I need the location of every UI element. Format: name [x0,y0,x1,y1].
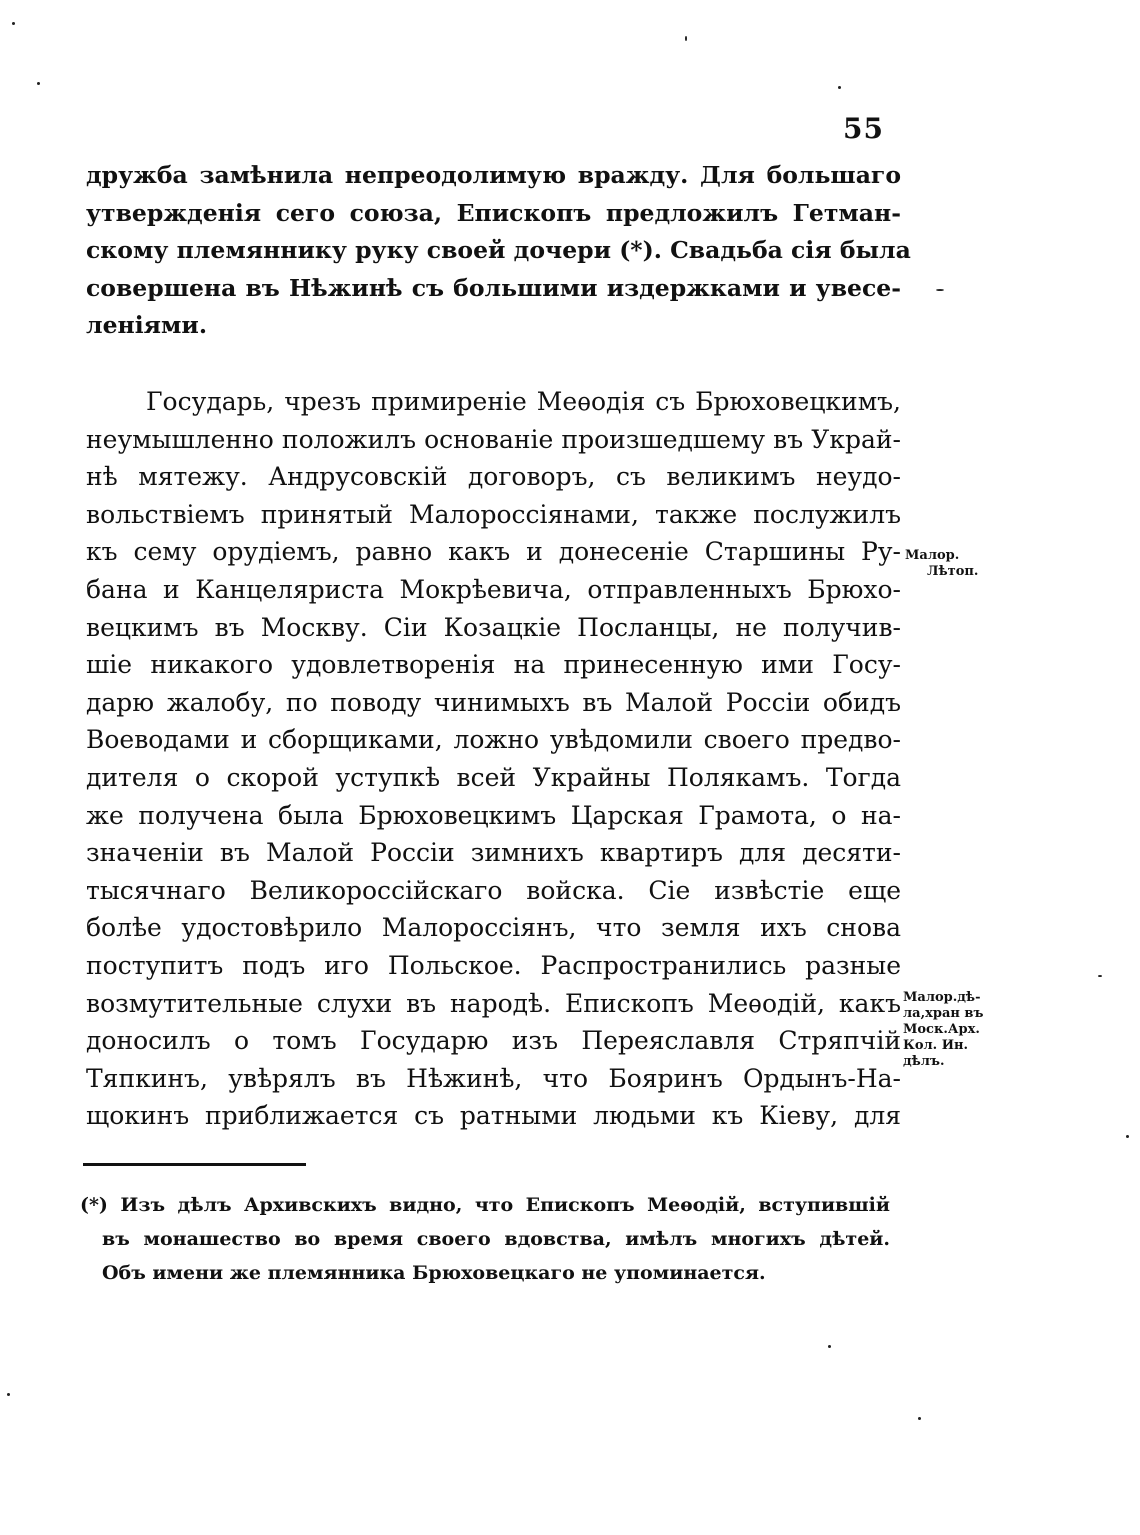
footnote-line: (*) Изъ дѣлъ Архивскихъ видно, что Епископъ Меѳодій, вступившій [80,1194,890,1216]
text-line: же получена была Брюховецкимъ Царская Грамота, о на- [86,800,901,830]
text-line: щокинъ приближается съ ратными людьми къ Кіеву, для [86,1101,901,1131]
text-line: значеніи въ Малой Россіи зимнихъ квартиръ для десяти- [86,838,901,868]
scan-speck [37,82,40,85]
margin-note-line: Моск.Арх. [903,1022,980,1037]
margin-note-line: ла,хран въ [903,1006,984,1021]
text-line: поступитъ подъ иго Польское. Распространились разные [86,950,901,980]
text-line: къ сему орудіемъ, равно какъ и донесеніе Старшины Ру- [86,537,901,567]
scan-speck [838,86,841,89]
margin-note-line: Малор. [905,548,960,563]
margin-note-1 [905,548,978,580]
scan-speck [828,1345,831,1348]
scan-speck [685,36,687,41]
paragraph-1 [86,157,911,345]
footnote-line: въ монашество во время своего вдовства, имѣлъ многихъ дѣтей. [102,1228,890,1250]
margin-note-line: Кол. Ин. [903,1038,969,1053]
scan-speck [936,289,944,291]
scan-speck [12,22,15,25]
text-line: Воеводами и сборщиками, ложно увѣдомили своего предво- [86,725,901,755]
scan-speck [1126,1135,1129,1138]
scan-speck [1098,975,1102,977]
margin-note-line: дѣлъ. [903,1054,945,1069]
footnote [80,1188,890,1290]
scan-speck [918,1417,921,1420]
footnote-divider [83,1163,306,1166]
text-line: утвержденія сего союза, Епископъ предложилъ Гетман- [86,198,901,227]
text-line: вецкимъ въ Москву. Сіи Козацкіе Посланцы, не получив- [86,612,901,642]
scan-speck [7,1393,10,1396]
text-line: дружба замѣнила непреодолимую вражду. Для большаго [86,161,901,189]
footnote-line: Объ имени же племянника Брюховецкаго не упоминается. [102,1262,766,1284]
text-line: возмутительные слухи въ народѣ. Епископъ Меѳодій, какъ [86,988,901,1018]
margin-note-line: Малор.дѣ- [903,990,981,1005]
text-line: дарю жалобу, по поводу чинимыхъ въ Малой Россіи обидъ [86,687,901,717]
text-line: Тяпкинъ, увѣрялъ въ Нѣжинѣ, что Бояринъ Ордынъ-На- [86,1063,901,1093]
text-line: нѣ мятежу. Андрусовскій договоръ, съ великимъ неудо- [86,462,901,492]
text-line: Государь, чрезъ примиреніе Меѳодія съ Брюховецкимъ, [146,387,901,416]
margin-note-2 [903,990,983,1070]
text-line: доносилъ о томъ Государю изъ Переяславля Стряпчій [86,1026,901,1056]
paragraph-2 [86,383,901,1135]
text-line: дителя о скорой уступкѣ всей Украйны Полякамъ. Тогда [86,762,901,792]
page-number: 55 [843,112,884,145]
margin-note-line: Лѣтоп. [927,564,979,579]
text-line: леніями. [86,311,208,339]
text-line: совершена въ Нѣжинѣ съ большими издержками и увесе- [86,273,901,302]
text-line: тысячнаго Великороссійскаго войска. Сіе извѣстіе еще [86,875,901,905]
text-line: бана и Канцеляриста Мокрѣевича, отправленныхъ Брюхо- [86,574,901,604]
text-line: неумышленно положилъ основаніе произшедшему въ Украй- [86,424,901,454]
text-line: шіе никакого удовлетворенія на принесенную ими Госу- [86,650,901,680]
text-line: вольствіемъ принятый Малороссіянами, также послужилъ [86,499,901,529]
text-line: болѣе удостовѣрило Малороссіянъ, что земля ихъ снова [86,913,901,943]
text-line: скому племяннику руку своей дочери (*). Свадьба сія была [86,236,911,264]
